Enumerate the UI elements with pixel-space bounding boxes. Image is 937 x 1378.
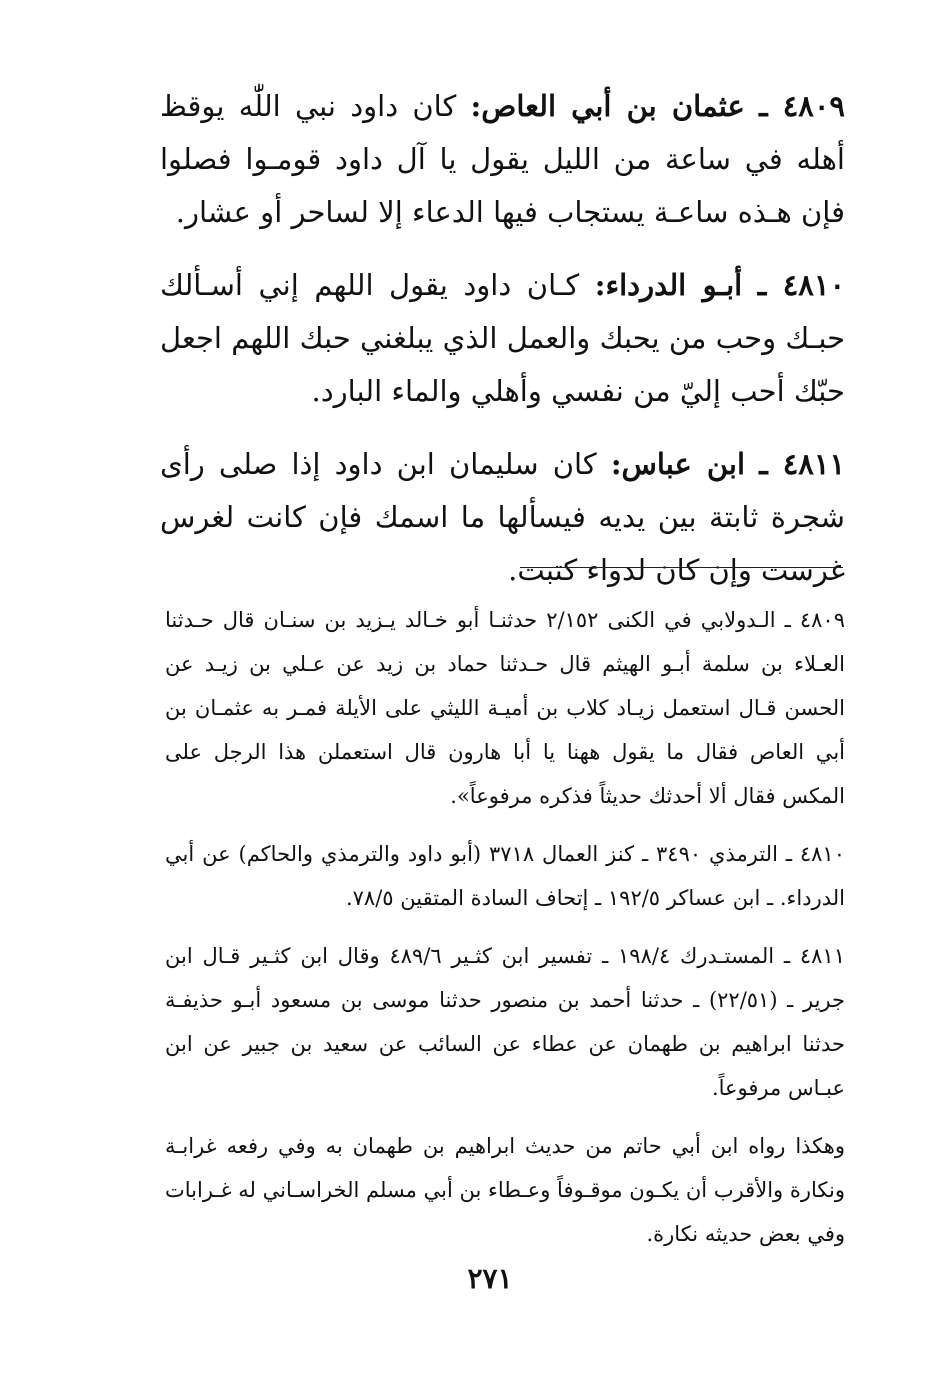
page-number: ٢٧١ — [467, 1262, 513, 1295]
entry-text: كان سليمان ابن داود إذا صلى رأى شجرة ثابتة بين يديه فيسألها ما اسمك فإن كانت لغرس غرست وإن كان لدواء كتبت. — [160, 447, 845, 587]
footnote-separator — [520, 567, 843, 568]
footnote-4810: ٤٨١٠ ـ الترمذي ٣٤٩٠ ـ كنز العمال ٣٧١٨ (أبو داود والترمذي والحاكم) عن أبي الدرداء. ـ ابن عساكر ١٩٢/٥ ـ إتحاف السادة المتقين ٧٨/٥. — [165, 842, 845, 910]
footnote-4811-continuation: وهكذا رواه ابن أبي حاتم من حديث ابراهيم بن طهمان به وفي رفعه غرابـة ونكارة والأقرب أن يكـون موقـوفاً وعـطاء بن أبي مسلم الخراسـاني له غـرابات وفي بعض حديثه نكارة. — [165, 1134, 845, 1246]
footnote-4811: ٤٨١١ ـ المستـدرك ١٩٨/٤ ـ تفسير ابن كثـير ٤٨٩/٦ وقال ابن كثـير قـال ابن جرير ـ (٢٢/٥١) ـ حدثنا أحمد بن منصور حدثنا موسى بن مسعود أبـو حذيفـة حدثنا ابراهيم بن طهمان عن عطاء عن السائب عن سعيد بن جبير عن ابن عبـاس مرفوعاً. — [165, 944, 845, 1100]
narrator-name: أبـو الدرداء: — [594, 268, 743, 302]
main-text — [160, 80, 845, 617]
entry-4810 — [160, 259, 845, 418]
footnote-4809: ٤٨٠٩ ـ الـدولابي في الكنى ٢/١٥٢ حدثنـا أبو خـالد يـزيد بن سنـان قال حـدثنا العـلاء بن سلمة أبـو الهيثم قال حـدثنا حماد بن زيد عن عـلي بن زيـد عن الحسن قـال استعمل زيـاد كلاب بن أميـة الليثي على الأيلة فمـر به عثمـان بن أبي العاص فقال ما يقول ههنا يا أبا هارون قال استعملن هذا الرجل على المكس فقال ألا أحدثك حديثاً فذكره مرفوعاً». — [165, 608, 845, 808]
entry-4809 — [160, 80, 845, 239]
entry-4811 — [160, 438, 845, 597]
narrator-name: عثمان بن أبي العاص: — [470, 89, 745, 123]
entry-number: ٤٨١٠ ـ — [757, 268, 846, 302]
footnotes — [165, 598, 845, 1270]
entry-text: كـان داود يقول اللهم إني أسـألك حبـك وحب من يحبك والعمل الذي يبلغني حبك اللهم اجعل حبّك أحب إليّ من نفسي وأهلي والماء البارد. — [160, 268, 845, 408]
entry-number: ٤٨٠٩ ـ — [759, 89, 845, 123]
entry-text: كان داود نبي اللّٰه يوقظ أهله في ساعة من الليل يقول يا آل داود قومـوا فصلوا فإن هـذه ساعـة يستجاب فيها الدعاء إلا لساحر أو عشار. — [160, 89, 845, 229]
entry-number: ٤٨١١ ـ — [759, 447, 846, 481]
narrator-name: ابن عباس: — [610, 447, 746, 481]
